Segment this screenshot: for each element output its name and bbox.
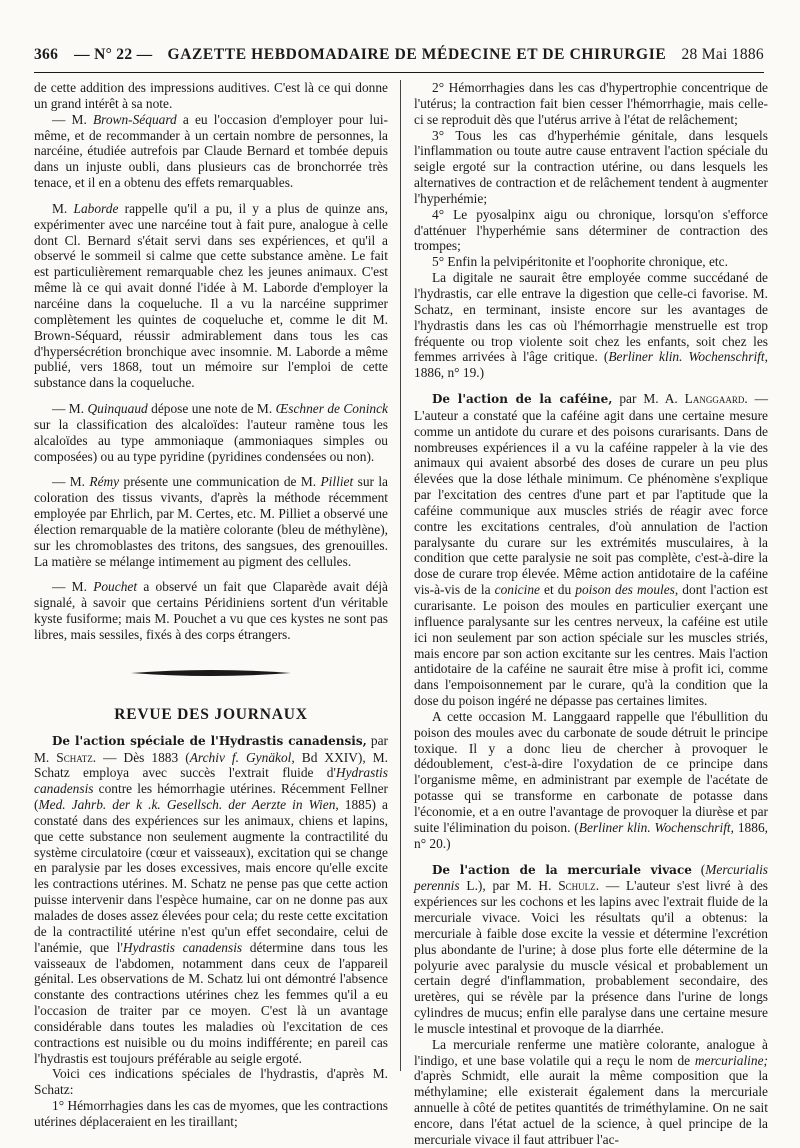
section-ornament [34, 643, 388, 703]
issue-number: — N° 22 — [74, 46, 153, 63]
paragraph: — M. Pouchet a observé un fait que Claparède avait déjà signalé, à savoir que certains Péridiniens sortent d'un véritable kyste fusiforme; mais M. Pouchet a vu que ces kystes ne sont pas libres, mais sessiles, fixés à des corps étrangers. [34, 579, 388, 642]
paragraph: Voici ces indications spéciales de l'hydrastis, d'après M. Schatz: [34, 1066, 388, 1098]
section-title: REVUE DES JOURNAUX [114, 705, 308, 723]
running-header [34, 40, 764, 70]
article-paragraph: De l'action de la mercuriale vivace (Mercurialis perennis L.), par M. H. Schulz. — L'auteur s'est livré à des expériences sur les cochons et les lapins avec l'extrait fluide de la mercuriale vivace. Voici les résultats qu'il a obtenus: la mercuriale à faible dose excite la vessie et détermine l'excrétion plus abondante de l'urine; à dose plus forte elle détermine de la polyurie avec paralysie du muscle vésical et probablement un certain degré d'inflammation, probablement secondaire, des uretères, qui se révèle par la présence dans l'urine de longs cylindres de mucus; enfin elle paralyse dans une certaine mesure le muscle intestinal et provoque de la diarrhée. [414, 861, 768, 1036]
paragraph: La mercuriale renferme une matière colorante, analogue à l'indigo, et une base volatile qui a reçu le nom de mercurialine; d'après Schmidt, elle aurait la même composition que la méthylamine; elle existerait également dans la mercuriale annuelle à côté de petites quantités de triméthylamine. On ne sait encore, dans l'état actuel de la science, à quel principe de la mercuriale vivace il faut attribuer l'ac- [414, 1036, 768, 1147]
article-paragraph: De l'action spéciale de l'Hydrastis canadensis, par M. Schatz. — Dès 1883 (Archiv f. Gynäkol, Bd XXIV), M. Schatz employa avec succès l'extrait fluide d'Hydrastis canadensis contre les hémorrhagie utérines. Récemment Fellner (Med. Jahrb. der k .k. Gesellsch. der Aerzte in Wien, 1885) a constaté dans des expériences sur les animaux, chiens et lapins, que cette substance non seulement augmente la contractilité du système circulatoire (cœur et vaisseaux), excitation qui se change en paralysie par les doses excessives, mais encore qu'elle excite les contractions utérines. M. Schatz ne pense pas que cette action puisse intervenir dans l'espèce humaine, car on ne donne pas aux malades de doses assez élevées pour cela; du reste cette excitation de la contractilité utérine n'est qu'un effet secondaire, celui de l'anémie, que l'Hydrastis canadensis détermine dans tous les vaisseaux de l'abdomen, notamment dans ceux de l'appareil génital. Les observations de M. Schatz lui ont démontré l'absence constante des contractions utérines chez les femmes qu'il a eu l'occasion de traiter par ce moyen. C'est là un avantage considérable dans toutes les maladies où l'excitation de ces contractions est nuisible ou du moins indifférente; en pareil cas l'hydrastis est toujours préférable au seigle ergoté. [34, 732, 388, 1066]
article-paragraph: De l'action de la caféine, par M. A. Langgaard. — L'auteur a constaté que la caféine agit dans une certaine mesure comme un antidote du curare et des poisons curarisants. Dans de nombreuses expériences il a vu la caféine rappeler à la vie des animaux qui avaient absorbé des doses de curare un peu plus élevées que la dose léthale minimum. Ce phénomène s'explique par l'excitation des centres d'une part et par l'aptitude que la caféine communique aux muscles striés de réagir avec force contre les excitations centrales, d'où annulation de l'action paralysante du curare sur les extrémités musculaires, à la condition que cette paralysie ne soit pas complète, c'est-à-dire la dose de curare trop élevée. Même action antidotaire de la caféine vis-à-vis de la conicine et du poison des moules, dont l'action est curarisante. Le poison des moules en particulier exerçant une influence paralysante sur les centres nerveux, la caféine est utile ici non seulement par son action spéciale sur les muscles striés, mais encore par son action excitante sur les centres. Mais l'action antidotaire de la caféine ne saurait être mise à profit ici, comme dans l'empoisonnement par le curare, qu'à la condition que la dose du poison ingéré ne dépasse pas certaines limites. [414, 391, 768, 709]
column-divider [400, 80, 401, 1071]
ornament-rule-icon [131, 668, 291, 678]
paragraph: — M. Brown-Séquard a eu l'occasion d'employer pour lui-même, et de recommander à un certain nombre de personnes, la narcéine, étudiée autrefois par Claude Bernard et tombée depuis dans un injuste oubli, dans plusieurs cas de bronchorrée très tenace, et il en a obtenu des effets remarquables. [34, 111, 388, 191]
paragraph: — M. Quinquaud dépose une note de M. Œschner de Coninck sur la classification des alcaloïdes: l'auteur ramène tous les alcaloïdes au type ammoniaque (ammoniaques simples ou composées) ou au type pyridine (pyridines condensées ou non). [34, 401, 388, 464]
list-item: 5° Enfin la pelvipéritonite et l'oophorite chronique, etc. [432, 254, 728, 270]
paragraph: La digitale ne saurait être employée comme succédané de l'hydrastis, car elle entrave la digestion que celle-ci favorise. M. Schatz, en terminant, insiste encore sur les avantages de l'hydrastis dans les cas où l'hémorrhagie menstruelle est trop fréquente ou trop violente soit chez les enfants, soit chez les femmes arrivées à l'âge critique. (Berliner klin. Wochenschrift, 1886, n° 19.) [414, 270, 768, 381]
journal-title: GAZETTE HEBDOMADAIRE DE MÉDECINE ET DE CHIRURGIE [167, 46, 667, 63]
header-rule [34, 72, 764, 73]
article-heading: De l'action de la caféine, [432, 392, 613, 407]
paragraph: — M. Rémy présente une communication de M. Pilliet sur la coloration des tissus vivants, d'après la méthode récemment employée par Ehrlich, par M. Certes, etc. M. Pilliet a observé une élection remarquable de la matière colorante (bleu de méthylène), sur les chromoblastes des tritons, des sangsues, des grenouilles. La matière se mélange intimement au pigment des cellules. [34, 474, 388, 569]
paragraph: de cette addition des impressions auditives. C'est là ce qui donne un grand intérêt à sa note. [34, 80, 388, 111]
list-item: 1° Hémorrhagies dans les cas de myomes, que les contractions utérines déplaceraient en les tiraillant; [34, 1098, 388, 1129]
left-column [34, 80, 388, 1130]
article-heading: De l'action spéciale de l'Hydrastis canadensis, [52, 733, 367, 748]
paragraph: M. Laborde rappelle qu'il a pu, il y a plus de quinze ans, expérimenter avec une narcéine tout à fait pure, analogue à celle dont Cl. Bernard s'était servi dans ses expériences, et qu'il a observé le sommeil si calme que cette substance amène. Le fait est particulièrement remarquable chez les jeunes animaux. C'est même là ce qui avait donné l'idée à M. Laborde d'employer la narcéine dans la coqueluche. Il a vu la narcéine supprimer complètement les quintes de coqueluche et, comme le dit M. Brown-Séquard, réussir admirablement dans tous les cas d'hypersécrétion bronchique avec insomnie. M. Laborde a même publié, vers 1868, tout un mémoire sur l'emploi de cette substance dans la coqueluche. [34, 200, 388, 391]
right-column [414, 80, 768, 1148]
article-heading: De l'action de la mercuriale vivace [432, 862, 692, 877]
paragraph: A cette occasion M. Langgaard rappelle que l'ébullition du poison des moules avec du carbonate de soude détruit le principe toxique. Il y a donc lieu de chercher à provoquer le dédoublement, c'est-à-dire l'oxydation de ce principe dans l'organisme même, en administrant par exemple de l'acétate de potasse qui se transforme en carbonate de potasse dans l'économie, et a en outre l'avantage de provoquer la diurèse et par suite l'élimination du poison. (Berliner klin. Wochenschrift, 1886, n° 20.) [414, 708, 768, 851]
list-item: 4° Le pyosalpinx aigu ou chronique, lorsqu'on s'efforce d'atténuer l'hyperhémie sans déterminer de contraction des trompes; [414, 206, 768, 254]
list-item: 2° Hémorrhagies dans les cas d'hypertrophie concentrique de l'utérus; la contraction fait bien cesser l'hémorrhagie, mais celle-ci se reproduit dès que l'utérus arrive à l'état de relâchement; [414, 80, 768, 127]
issue-date: 28 Mai 1886 [681, 46, 764, 63]
page-number: 366 [34, 46, 59, 63]
list-item: 3° Tous les cas d'hyperhémie génitale, dans lesquels l'inflammation ou toute autre cause entravent l'action spéciale du seigle ergoté sur la contraction utérine, ou dans lesquels les alternatives de contraction et de relâchement tendent à augmenter l'hyperhémie; [414, 127, 768, 206]
